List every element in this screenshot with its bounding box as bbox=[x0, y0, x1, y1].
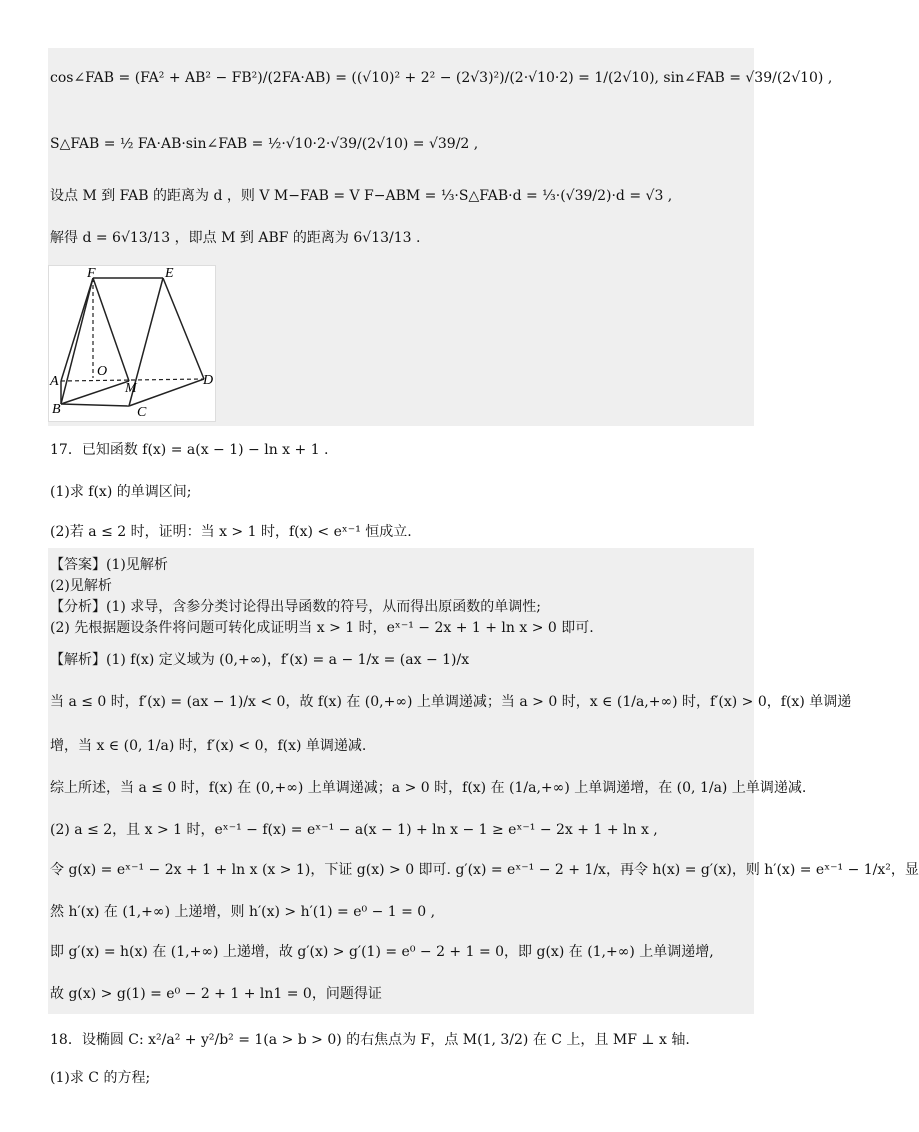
question-17-part-2: (2)若 a ≤ 2 时，证明：当 x > 1 时，f(x) < eˣ⁻¹ 恒成立. bbox=[50, 524, 412, 540]
question-17-part-1: (1)求 f(x) 的单调区间; bbox=[50, 484, 192, 500]
label-B: B bbox=[52, 402, 61, 417]
solution-17-line-1: 【解析】(1) f(x) 定义域为 (0,+∞)，f′(x) = a − 1/x = (ax − 1)/x bbox=[50, 652, 470, 668]
label-O: O bbox=[97, 364, 108, 379]
solution-16-line-1: cos∠FAB = (FA² + AB² − FB²)/(2FA·AB) = ((√10)² + 2² − (2√3)²)/(2·√10·2) = 1/(2√10), sin∠FAB = √39/(2√10) , bbox=[50, 70, 833, 86]
solution-17-line-8: 即 g′(x) = h(x) 在 (1,+∞) 上递增，故 g′(x) > g′(1) = e⁰ − 2 + 1 = 0，即 g(x) 在 (1,+∞) 上单调递增, bbox=[50, 944, 714, 960]
solution-17-line-7: 然 h′(x) 在 (1,+∞) 上递增，则 h′(x) > h′(1) = e⁰ − 1 = 0 , bbox=[50, 904, 436, 920]
label-E: E bbox=[165, 266, 174, 281]
pyramid-diagram bbox=[49, 266, 215, 421]
label-A: A bbox=[50, 374, 59, 389]
label-M: M bbox=[125, 381, 137, 396]
solution-17-line-6: 令 g(x) = eˣ⁻¹ − 2x + 1 + ln x (x > 1)，下证 g(x) > 0 即可. g′(x) = eˣ⁻¹ − 2 + 1/x，再令 h(x) = g′(x)，则 h′(x) = eˣ⁻¹ − 1/x²，显 bbox=[50, 862, 919, 878]
label-D: D bbox=[203, 373, 214, 388]
solution-17-line-4: 综上所述，当 a ≤ 0 时，f(x) 在 (0,+∞) 上单调递减；a > 0 时，f(x) 在 (1/a,+∞) 上单调递增，在 (0, 1/a) 上单调递减. bbox=[50, 780, 807, 796]
solution-17-line-3: 增，当 x ∈ (0, 1/a) 时，f′(x) < 0，f(x) 单调递减. bbox=[50, 738, 367, 754]
analysis-17-line-1: 【分析】(1) 求导，含参分类讨论得出导函数的符号，从而得出原函数的单调性; bbox=[50, 599, 541, 615]
solution-17-line-5: (2) a ≤ 2，且 x > 1 时，eˣ⁻¹ − f(x) = eˣ⁻¹ − a(x − 1) + ln x − 1 ≥ eˣ⁻¹ − 2x + 1 + ln x , bbox=[50, 822, 658, 838]
answer-17-label-2: (2)见解析 bbox=[50, 578, 112, 594]
solution-17-line-2: 当 a ≤ 0 时，f′(x) = (ax − 1)/x < 0，故 f(x) 在 (0,+∞) 上单调递减；当 a > 0 时，x ∈ (1/a,+∞) 时，f′(x) > 0，f(x) 单调递 bbox=[50, 694, 852, 710]
solution-16-line-2: S△FAB = ½ FA·AB·sin∠FAB = ½·√10·2·√39/(2√10) = √39/2 , bbox=[50, 136, 479, 152]
question-18-stem: 18．设椭圆 C: x²/a² + y²/b² = 1(a > b > 0) 的右焦点为 F，点 M(1, 3/2) 在 C 上，且 MF ⊥ x 轴. bbox=[50, 1032, 690, 1048]
analysis-17-line-2: (2) 先根据题设条件将问题可转化成证明当 x > 1 时，eˣ⁻¹ − 2x + 1 + ln x > 0 即可. bbox=[50, 620, 594, 636]
solution-16-line-4: 解得 d = 6√13/13 ，即点 M 到 ABF 的距离为 6√13/13 . bbox=[50, 230, 421, 246]
question-17-stem: 17．已知函数 f(x) = a(x − 1) − ln x + 1 . bbox=[50, 442, 329, 458]
solution-16-line-3: 设点 M 到 FAB 的距离为 d ，则 V M−FAB = V F−ABM = ⅓·S△FAB·d = ⅓·(√39/2)·d = √3 , bbox=[50, 188, 673, 204]
answer-17-label-1: 【答案】(1)见解析 bbox=[50, 557, 168, 573]
question-18-part-1: (1)求 C 的方程; bbox=[50, 1070, 151, 1086]
geometry-figure bbox=[48, 265, 216, 422]
label-C: C bbox=[137, 405, 147, 420]
solution-17-line-9: 故 g(x) > g(1) = e⁰ − 2 + 1 + ln1 = 0，问题得证 bbox=[50, 986, 382, 1002]
label-F: F bbox=[87, 266, 96, 281]
